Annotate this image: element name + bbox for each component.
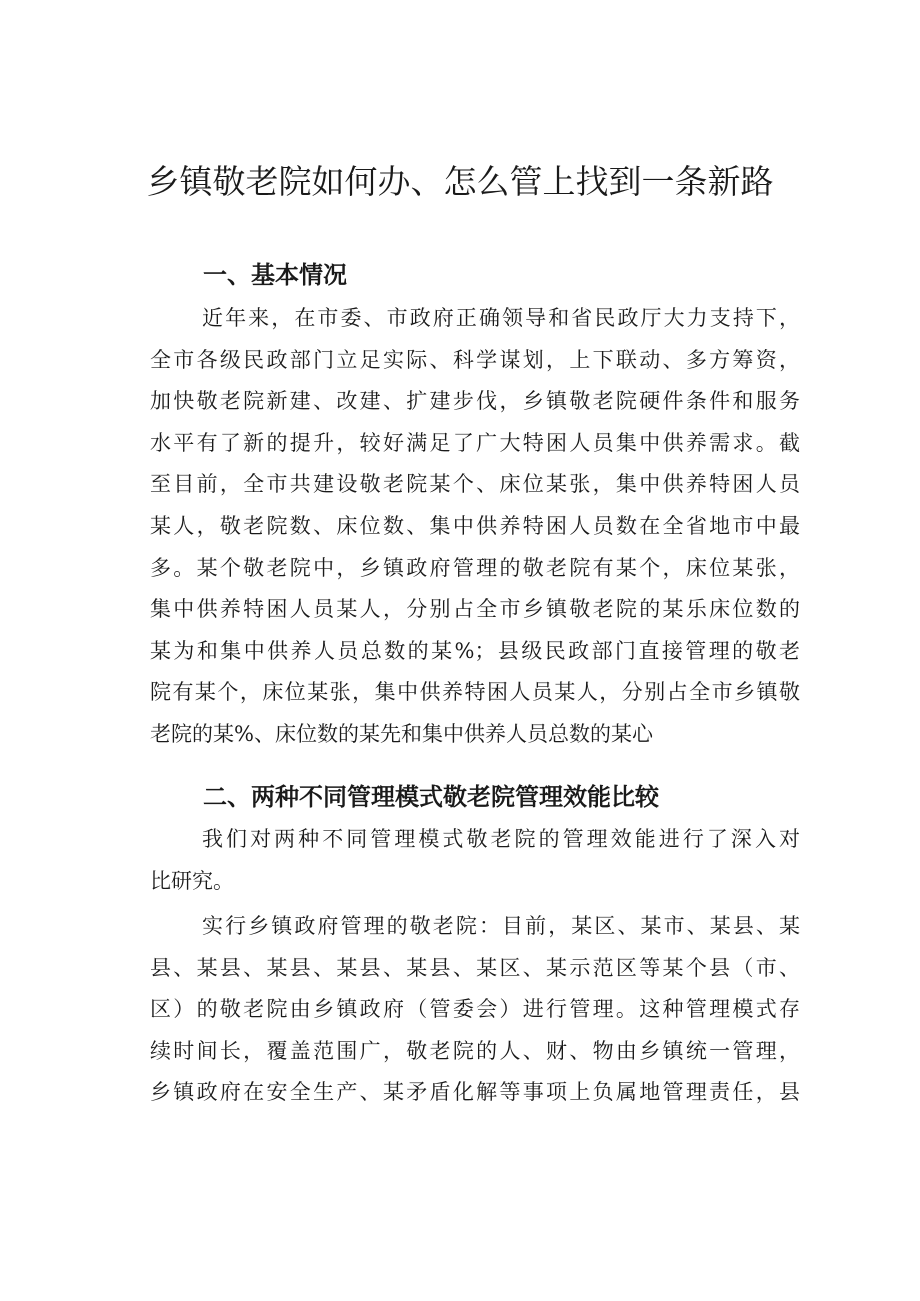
paragraph-line: 某为和集中供养人员总数的某%；县级民政部门直接管理的敬老: [150, 638, 800, 663]
paragraph-line: 某人，敬老院数、床位数、集中供养特困人员数在全省地市中最: [150, 513, 800, 538]
paragraph-comparison-intro: [150, 819, 800, 902]
paragraph-line: 多。某个敬老院中，乡镇政府管理的敬老院有某个，床位某张，: [150, 555, 800, 580]
paragraph-line: 续时间长，覆盖范围广，敬老院的人、财、物由乡镇统一管理，: [150, 1038, 800, 1063]
paragraph-basic-situation: [150, 298, 800, 756]
paragraph-line: 至目前，全市共建设敬老院某个、床位某张，集中供养特困人员: [150, 472, 800, 497]
paragraph-line: 全市各级民政部门立足实际、科学谋划，上下联动、多方筹资，: [150, 347, 800, 372]
paragraph-line: 区）的敬老院由乡镇政府（管委会）进行管理。这种管理模式存: [150, 997, 800, 1022]
paragraph-line: 县、某县、某县、某县、某县、某区、某示范区等某个县（市、: [150, 955, 800, 980]
paragraph-line: 水平有了新的提升，较好满足了广大特困人员集中供养需求。截: [150, 430, 800, 455]
paragraph-line: 实行乡镇政府管理的敬老院：目前，某区、某市、某县、某: [202, 914, 800, 938]
section-heading-basic-situation: 一、基本情况: [203, 261, 347, 289]
paragraph-line: 我们对两种不同管理模式敬老院的管理效能进行了深入对: [202, 827, 800, 851]
document-title: 乡镇敬老院如何办、怎么管上找到一条新路: [146, 162, 774, 201]
paragraph-line: 加快敬老院新建、改建、扩建步伐，乡镇敬老院硬件条件和服务: [150, 389, 800, 414]
paragraph-line: 近年来，在市委、市政府正确领导和省民政厅大力支持下，: [202, 306, 800, 330]
paragraph-line: 比研究。: [150, 868, 234, 893]
paragraph-line: 集中供养特困人员某人，分别占全市乡镇敬老院的某乐床位数的: [150, 597, 800, 622]
paragraph-line: 院有某个，床位某张，集中供养特困人员某人，分别占全市乡镇敬: [150, 680, 800, 705]
paragraph-township-managed: [150, 906, 800, 1114]
section-heading-management-comparison: 二、两种不同管理模式敬老院管理效能比较: [203, 783, 659, 811]
paragraph-line: 乡镇政府在安全生产、某矛盾化解等事项上负属地管理责任，县: [150, 1080, 800, 1105]
paragraph-line: 老院的某%、床位数的某先和集中供养人员总数的某心: [150, 721, 653, 746]
